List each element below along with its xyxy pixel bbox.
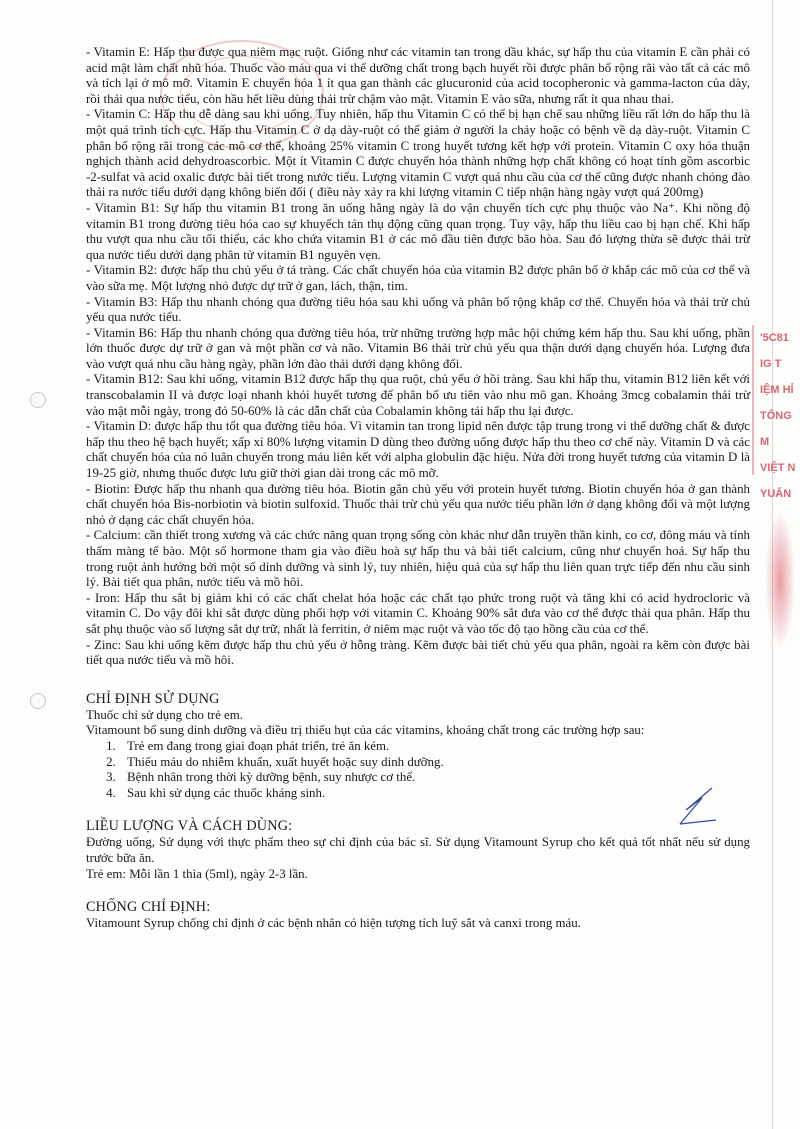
stamp-text: IỆM HỈ <box>760 384 794 396</box>
list-item: 4. Sau khi sử dụng các thuốc kháng sinh. <box>119 786 750 802</box>
list-item: 1. Trẻ em đang trong giai đoạn phát triển, trẻ ăn kém. <box>119 739 750 755</box>
paragraph-vitamin-c: - Vitamin C: Hấp thu dễ dàng sau khi uống. Tuy nhiên, hấp thu Vitamin C có thể bị hạn chế sau những liều rất lớn do hấp thu là một quá trình tích cực. Hấp thu Vitamin C ở dạ dày-ruột có thể giảm ở người la chảy hoặc có bệnh về dạ dày-ruột. Vitamin C phân bố rộng rãi trong các mô cơ thể, khoảng 25% vitamin C trong huyết tương kết hợp với protein. Vitamin C oxy hóa thuận nghịch thành acid dehydroascorbic. Một ít Vitamin C được chuyển hóa thành những hợp chất không có hoạt tính gồm ascorbic -2-sulfat và acid oxalic được bài tiết trong nước tiểu. Lượng vitamin C vượt quá nhu cầu của cơ thể cũng được nhanh chóng đào thải ra nước tiểu dưới dạng không biến đổi ( điều này xảy ra khi lượng vitamin C tiếp nhận hàng ngày vượt quá 200mg) <box>86 107 750 200</box>
stamp-text: YUẤN <box>760 488 792 500</box>
indication-line: Vitamount bổ sung dinh dưỡng và điều trị thiếu hụt của các vitamins, khoáng chất trong các trường hợp sau: <box>86 723 645 738</box>
document-body <box>86 45 750 932</box>
indication-line: Thuốc chỉ sử dụng cho trẻ em. <box>86 707 243 722</box>
paragraph-biotin: - Biotin: Được hấp thu nhanh qua đường tiêu hóa. Biotin gắn chủ yếu với protein huyết tương. Biotin chuyển hóa ở gan thành chất chuyển hóa Bis-norbiotin và biotin sulfoxid. Thuốc thải trừ chủ yếu qua nước tiểu phần lớn ở dạng không đổi và một lượng nhỏ ở dạng các chất chuyển hóa. <box>86 481 750 527</box>
paragraph-vitamin-b6: - Vitamin B6: Hấp thu nhanh chóng qua đường tiêu hóa, trừ những trường hợp mắc hội chứng kém hấp thu. Sau khi uống, phần lớn thuốc được dự trữ ở gan và một phần cơ và não. Vitamin B6 thải trừ chủ yếu qua thận dưới dạng chuyển hóa. Lượng đưa vào vượt quá nhu cầu hàng ngày, phần lớn đào thải dưới dạng không đổi. <box>86 325 750 371</box>
indication-list <box>86 739 750 801</box>
paragraph-vitamin-b12: - Vitamin B12: Sau khi uống, vitamin B12 được hấp thụ qua ruột, chủ yếu ở hồi tràng. Sau khi hấp thu, vitamin B12 liên kết với transcobalamin II và được loại nhanh khỏi huyết tương để phân bố ưu tiên vào nhu mô gan. Khoảng 3mcg cobalamin thải trừ vào mật mỗi ngày, trong đó 50-60% là các dẫn chất của Cobalamin không tái hấp thu lại được. <box>86 372 750 418</box>
paragraph-vitamin-b2: - Vitamin B2: được hấp thu chủ yếu ở tá tràng. Các chất chuyển hóa của vitamin B2 được phân bố ở khắp các mô của cơ thể và vào sữa mẹ. Một lượng nhỏ được dự trữ ở gan, lách, thận, tim. <box>86 263 750 293</box>
paragraph-vitamin-d: - Vitamin D: được hấp thu tốt qua đường tiêu hóa. Vì vitamin tan trong lipid nên được tập trung trong vi thể dưỡng chất & được hấp thu theo hệ bạch huyết; xấp xỉ 80% lượng vitamin D dùng theo đường uống được hấp thu theo cơ chế này. Vitamin D và các chất chuyển hóa của nó luân chuyển trong máu liên kết với alpha globulin đặc hiệu. Nửa đời trong huyết tương của vitamin D là 19-25 giờ, nhưng thuốc được lưu giữ thời gian dài trong các mô mỡ. <box>86 419 750 481</box>
section-heading-contraindication: CHỐNG CHỈ ĐỊNH: <box>86 899 211 916</box>
paragraph-calcium: - Calcium: cần thiết trong xương và các chức năng quan trọng sống còn khác như dẫn truyền thần kinh, co cơ, đông máu và tính thấm màng tế bào. Một số hormone tham gia vào điều hoà sự hấp thu và bài tiết calcium, cũng như chuyển hoá. Sự hấp thu trong ruột ảnh hưởng bởi một số dinh dưỡng và sinh lý, tuy nhiên, hiệu quả của sự hấp thu liên quan trực tiếp đến nhu cầu sinh lý. Bài tiết qua phân, nước tiểu và mồ hôi. <box>86 528 750 590</box>
paragraph-zinc: - Zinc: Sau khi uống kẽm được hấp thu chủ yếu ở hỗng tràng. Kẽm được bài tiết chủ yếu qua phân, ngoài ra kẽm còn được bài tiết qua nước tiểu và mồ hôi. <box>86 637 750 668</box>
stamp-text: VIỆT N <box>760 462 796 474</box>
paragraph-iron: - Iron: Hấp thu sắt bị giảm khi có các chất chelat hóa hoặc các chất tạo phức trong ruột và tăng khi có acid hydrocloric và vitamin C. Do vậy đôi khi sắt được dùng phối hợp với vitamin C. Khoảng 90% sắt đưa vào cơ thể được thải qua phân. Hấp thu sắt phụ thuộc vào số lượng sắt dự trữ, nhất là ferritin, ở niêm mạc ruột và vào tốc độ tạo hồng cầu của cơ thể. <box>86 590 750 636</box>
section-heading-indication: CHỈ ĐỊNH SỬ DỤNG <box>86 690 220 707</box>
section-heading-dosage: LIỀU LƯỢNG VÀ CÁCH DÙNG: <box>86 818 293 835</box>
paragraph-vitamin-b1: - Vitamin B1: Sự hấp thu vitamin B1 trong ăn uống hằng ngày là do vận chuyển tích cực phụ thuộc vào Na⁺. Khi nồng độ vitamin B1 trong đường tiêu hóa cao sự khuyếch tán thụ động cũng quan trọng. Tuy vậy, hấp thu liều cao bị hạn chế. Khi hấp thu vượt qua nhu cầu tối thiểu, các kho chứa vitamin B1 ở các mô đầu tiên được bão hòa. Sau đó lượng thừa sẽ được thải trừ qua nước tiểu dưới dạng phân tử vitamin B1 nguyên vẹn. <box>86 200 750 262</box>
list-item: 3. Bệnh nhân trong thời kỳ dưỡng bệnh, suy nhược cơ thể. <box>119 770 750 786</box>
list-item: 2. Thiếu máu do nhiễm khuẩn, xuất huyết hoặc suy dinh dưỡng. <box>119 755 750 771</box>
stamp-text: '5C81 <box>760 332 789 344</box>
dosage-line: Đường uống, Sử dụng với thực phẩm theo sự chỉ định của bác sĩ. Sử dụng Vitamount Syrup cho kết quả tốt nhất nếu sử dụng trước bữa ăn. <box>86 835 750 865</box>
stamp-text: IG T <box>760 358 782 370</box>
stamp-mark <box>765 510 795 650</box>
contraindication-line: Vitamount Syrup chống chỉ định ở các bệnh nhân có hiện tượng tích luỹ sắt và canxi trong máu. <box>86 916 581 931</box>
official-stamp-side <box>752 325 800 500</box>
dosage-line: Trẻ em: Mỗi lần 1 thìa (5ml), ngày 2-3 lần. <box>86 866 308 881</box>
paragraph-vitamin-e: - Vitamin E: Hấp thu được qua niêm mạc ruột. Giống như các vitamin tan trong dầu khác, sự hấp thu của vitamin E cần phải có acid mật làm chất nhũ hóa. Thuốc vào máu qua vi thể dưỡng chất trong bạch huyết rồi được phân bố rộng rãi vào tất cả các mô và tích lại ở mô mỡ. Vitamin E chuyển hóa 1 ít qua gan thành các glucuronid của acid tocopheronic và gamma-lacton của dày, rồi thải qua nước tiểu, còn hầu hết liều dùng thải trừ chậm vào mật. Vitamin E vào sữa, nhưng rất ít qua nhau thai. <box>86 45 750 106</box>
punch-hole <box>30 693 46 709</box>
punch-hole <box>30 392 46 408</box>
stamp-text: TỐNG M <box>760 410 792 448</box>
paragraph-vitamin-b3: - Vitamin B3: Hấp thu nhanh chóng qua đường tiêu hóa sau khi uống và phân bố rộng khắp cơ thể. Chuyển hóa và thải trừ chủ yếu qua nước tiểu. <box>86 294 750 325</box>
